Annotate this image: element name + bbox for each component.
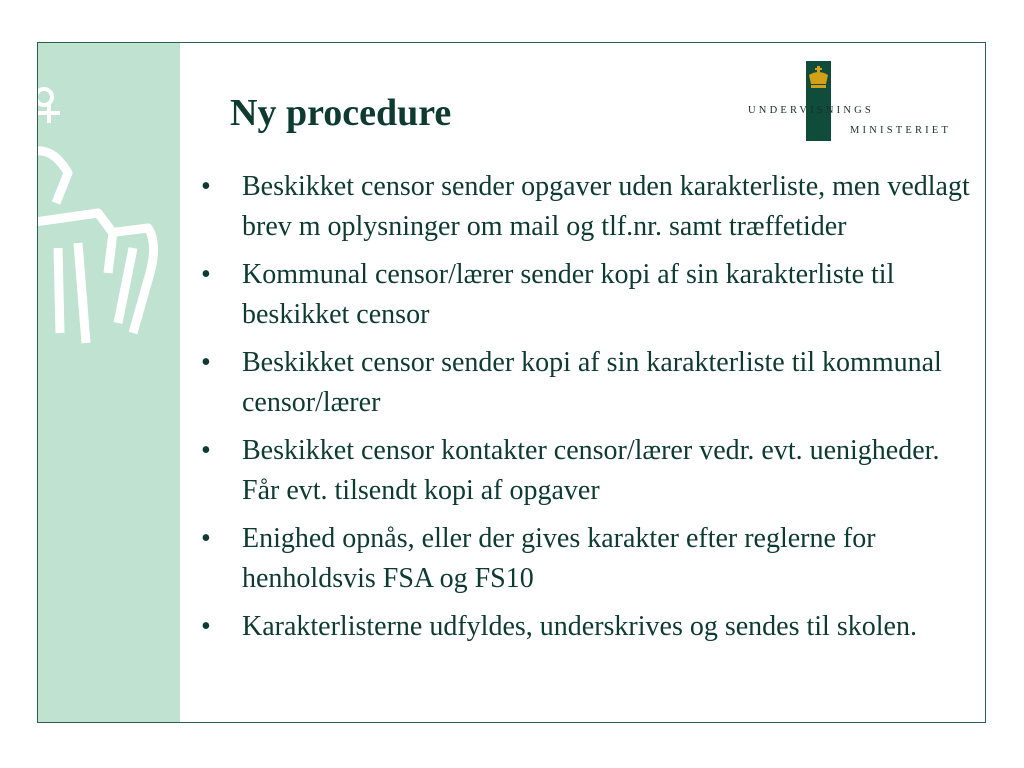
bullet-marker: • (201, 347, 211, 378)
bullet-item (201, 343, 971, 423)
bullet-text: Karakterlisterne udfyldes, underskrives og sendes til skolen. (242, 611, 917, 642)
bullet-item (201, 607, 971, 647)
bullet-marker: • (201, 611, 211, 642)
crown-watermark-icon (38, 83, 180, 383)
bullet-text: Kommunal censor/lærer sender kopi af sin karakterliste til beskikket censor (242, 259, 895, 330)
bullet-text: Beskikket censor sender opgaver uden karakterliste, men vedlagt brev m oplysninger om mail og tlf.nr. samt træffetider (242, 171, 970, 242)
slide (37, 42, 986, 723)
side-band (38, 43, 180, 722)
bullet-marker: • (201, 435, 211, 466)
bullet-item (201, 431, 971, 511)
slide-title: Ny procedure (230, 92, 452, 134)
bullet-item (201, 255, 971, 335)
bullet-item (201, 519, 971, 599)
ministry-logo (748, 61, 968, 145)
bullet-item (201, 167, 971, 247)
bullet-marker: • (201, 171, 211, 202)
bullet-text: Beskikket censor sender kopi af sin karakterliste til kommunal censor/lærer (242, 347, 942, 418)
bullet-text: Beskikket censor kontakter censor/lærer vedr. evt. uenigheder. Får evt. tilsendt kopi af opgaver (242, 435, 940, 506)
bullet-marker: • (201, 523, 211, 554)
logo-text-line2: MINISTERIET (850, 125, 952, 136)
crown-icon (806, 65, 831, 91)
bullet-list (201, 167, 971, 655)
bullet-text: Enighed opnås, eller der gives karakter efter reglerne for henholdsvis FSA og FS10 (242, 523, 876, 594)
logo-text-line1: UNDERVISNINGS (748, 105, 874, 116)
bullet-marker: • (201, 259, 211, 290)
